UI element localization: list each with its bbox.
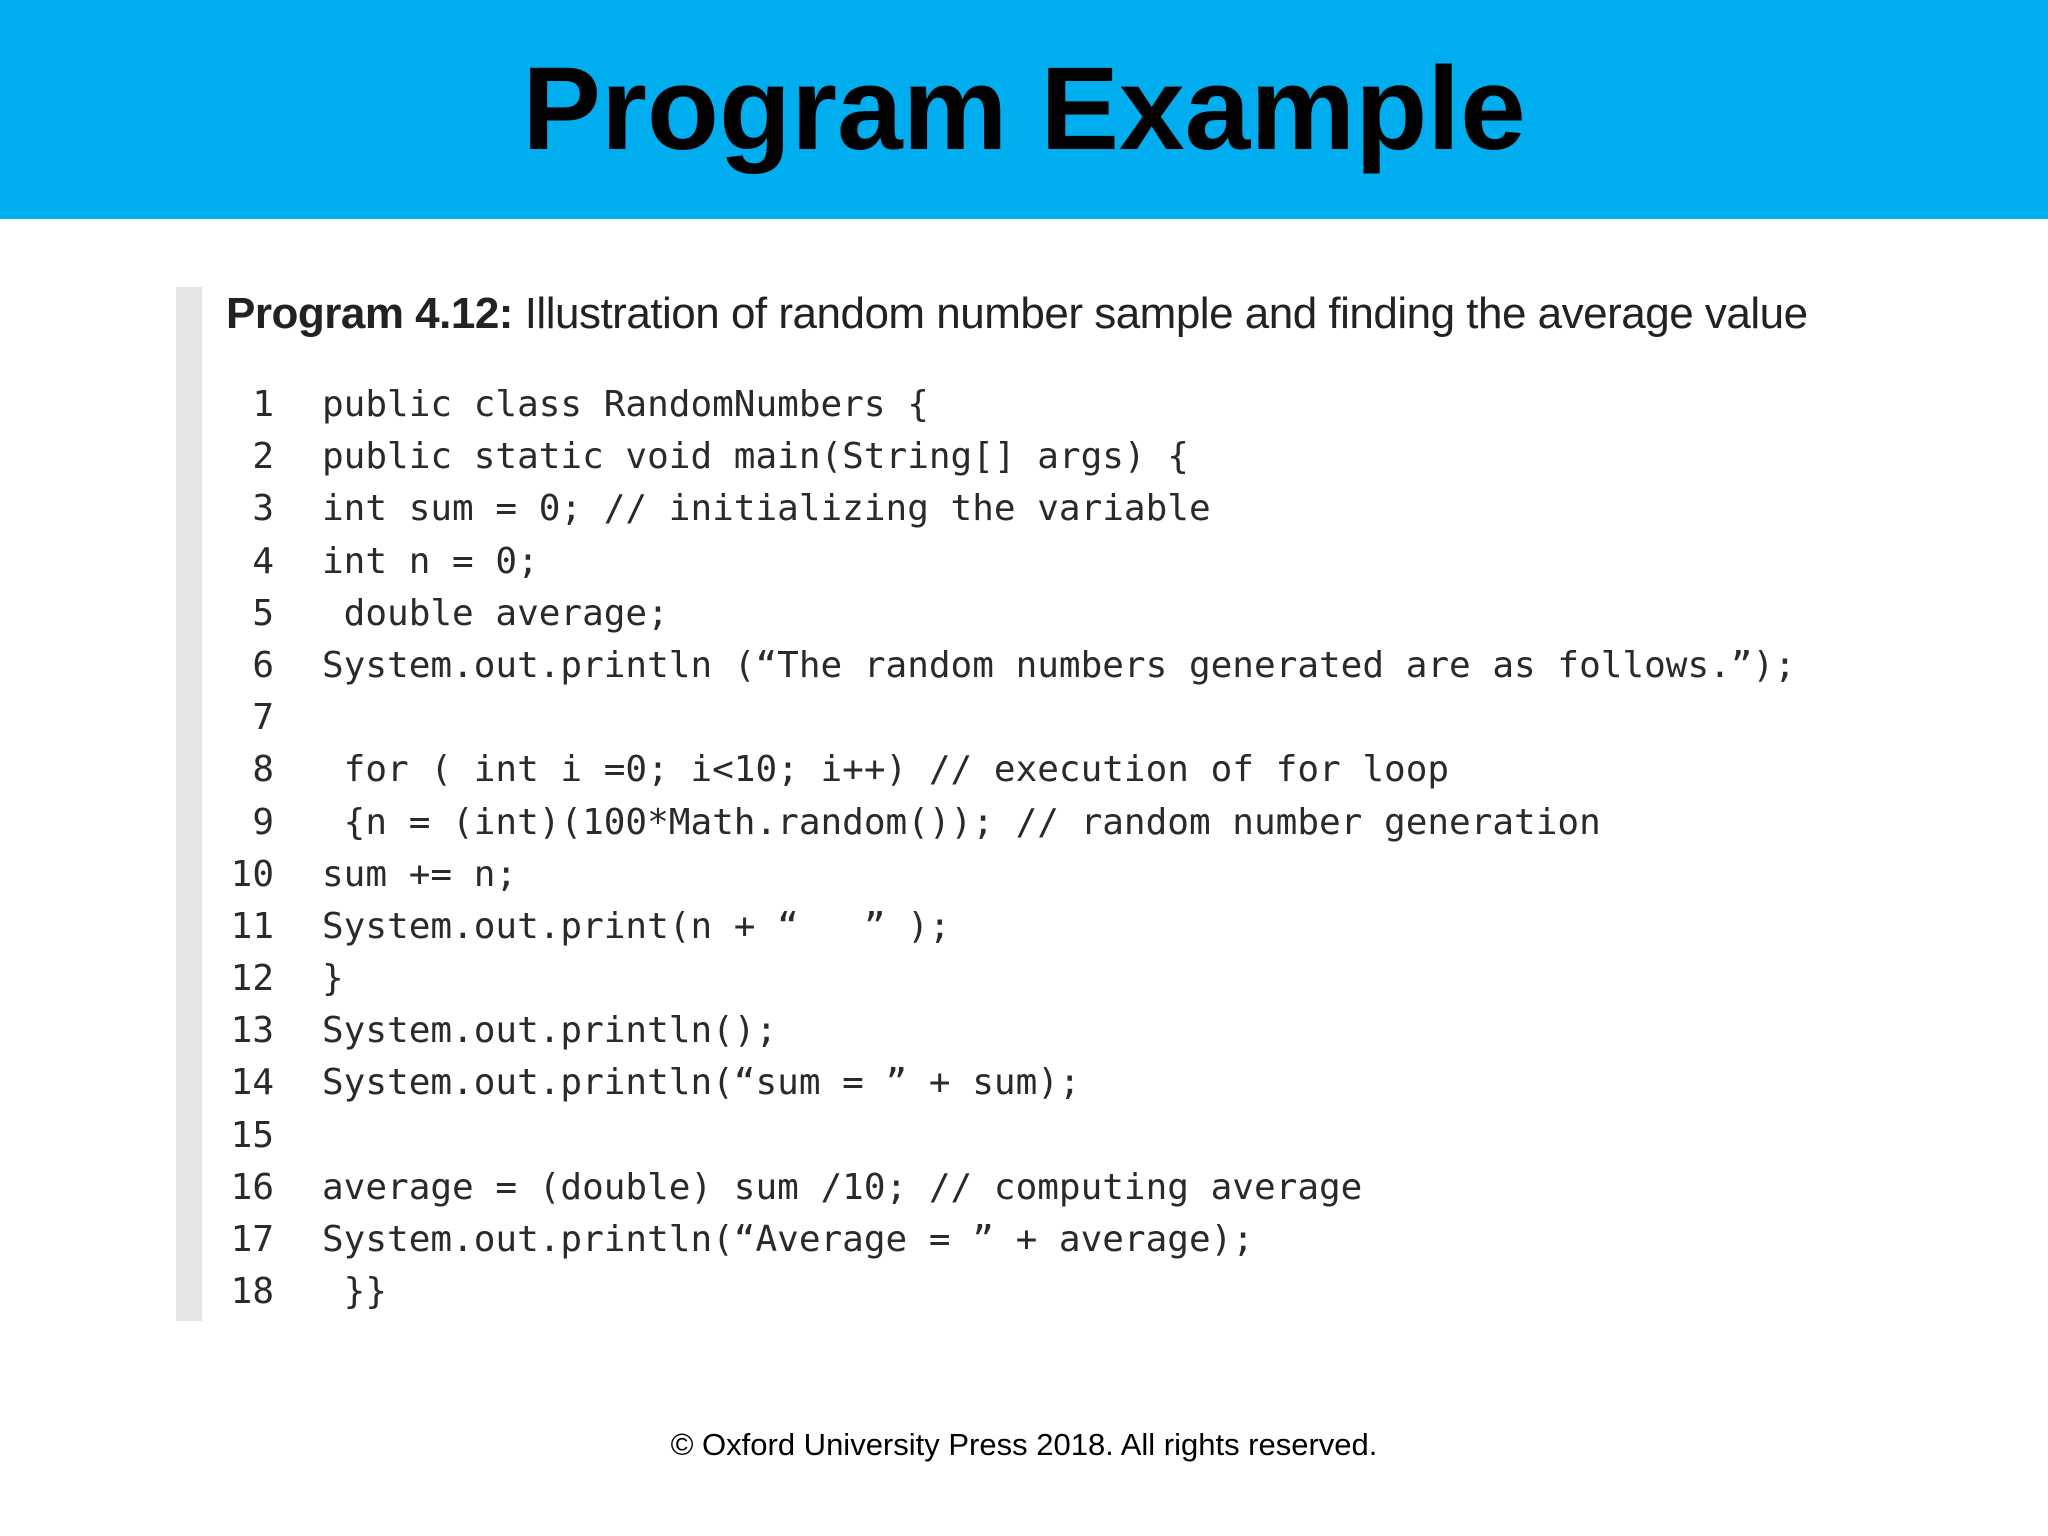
code-line bbox=[226, 797, 1806, 849]
line-code: System.out.println(“Average = ” + average); bbox=[322, 1219, 1254, 1260]
code-line bbox=[226, 379, 1806, 431]
line-number: 17 bbox=[230, 1219, 274, 1260]
line-code: {n = (int)(100*Math.random()); // random number generation bbox=[322, 801, 1601, 843]
line-number: 13 bbox=[230, 1010, 274, 1052]
line-number: 7 bbox=[252, 697, 274, 739]
line-code: System.out.println(“sum = ” + sum); bbox=[322, 1062, 1081, 1104]
line-number: 1 bbox=[252, 384, 274, 425]
code-line bbox=[226, 1266, 1806, 1318]
program-caption-text: Illustration of random number sample and finding the average value bbox=[512, 289, 1808, 338]
figure-left-bar bbox=[176, 287, 202, 1321]
code-line bbox=[226, 536, 1806, 588]
code-line bbox=[226, 483, 1806, 535]
title-banner bbox=[0, 0, 2048, 219]
line-number: 8 bbox=[252, 749, 274, 791]
program-caption bbox=[226, 287, 1808, 341]
line-number: 4 bbox=[252, 540, 274, 582]
line-code: System.out.println (“The random numbers generated are as follows.”); bbox=[322, 644, 1796, 686]
code-line bbox=[226, 849, 1806, 901]
line-number: 18 bbox=[230, 1271, 274, 1313]
line-code: }} bbox=[322, 1271, 388, 1313]
line-number: 10 bbox=[230, 853, 274, 895]
line-number: 16 bbox=[230, 1166, 274, 1208]
code-line bbox=[226, 1110, 1806, 1162]
code-line bbox=[226, 1162, 1806, 1214]
line-code: public static void main(String[] args) { bbox=[322, 436, 1189, 478]
line-code: } bbox=[322, 958, 344, 1000]
code-line bbox=[226, 1005, 1806, 1057]
line-number: 14 bbox=[230, 1062, 274, 1104]
line-code: System.out.println(); bbox=[322, 1010, 778, 1052]
line-code: for ( int i =0; i<10; i++) // execution of for loop bbox=[322, 749, 1450, 791]
line-number: 6 bbox=[252, 644, 274, 686]
code-line bbox=[226, 953, 1806, 1005]
slide-title: Program Example bbox=[522, 43, 1526, 175]
line-code: public class RandomNumbers { bbox=[322, 384, 929, 425]
code-line bbox=[226, 744, 1806, 796]
line-number: 5 bbox=[252, 592, 274, 634]
line-code: int sum = 0; // initializing the variable bbox=[322, 488, 1211, 530]
code-line bbox=[226, 901, 1806, 953]
line-code: int n = 0; bbox=[322, 540, 539, 582]
code-line bbox=[226, 431, 1806, 483]
line-number: 3 bbox=[252, 488, 274, 530]
program-figure bbox=[176, 287, 1816, 1321]
line-code: System.out.print(n + “ ” ); bbox=[322, 905, 951, 947]
code-line bbox=[226, 1057, 1806, 1109]
line-number: 2 bbox=[252, 436, 274, 478]
code-line bbox=[226, 640, 1806, 692]
code-line bbox=[226, 1214, 1806, 1266]
code-line bbox=[226, 588, 1806, 640]
line-code: sum += n; bbox=[322, 853, 518, 895]
line-number: 9 bbox=[252, 801, 274, 843]
code-listing bbox=[226, 379, 1806, 1318]
copyright-footer: © Oxford University Press 2018. All rights reserved. bbox=[670, 1427, 1378, 1462]
line-number: 15 bbox=[230, 1114, 274, 1156]
line-number: 12 bbox=[230, 958, 274, 1000]
line-code: average = (double) sum /10; // computing average bbox=[322, 1166, 1363, 1208]
code-line bbox=[226, 692, 1806, 744]
line-number: 11 bbox=[230, 905, 274, 947]
program-caption-label: Program 4.12: bbox=[226, 289, 513, 338]
line-code: double average; bbox=[322, 592, 669, 634]
